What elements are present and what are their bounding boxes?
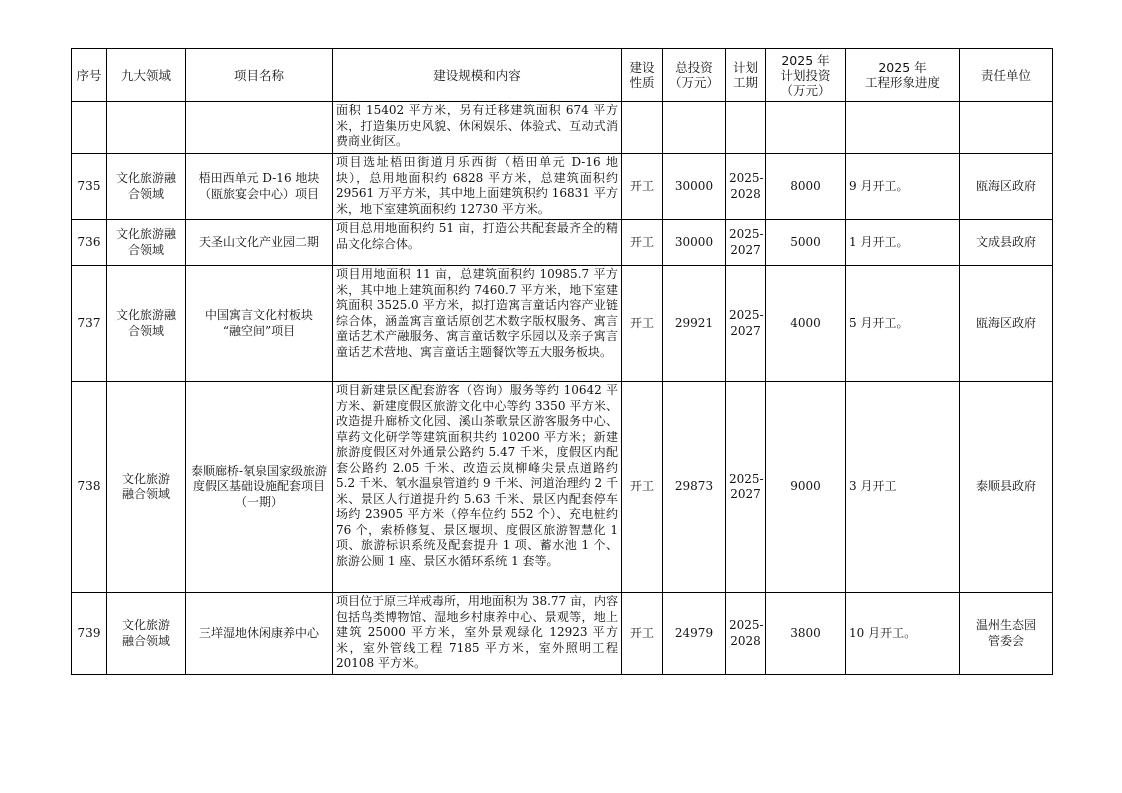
cell-responsible-unit: 文成县政府 bbox=[960, 220, 1053, 266]
header-seq: 序号 bbox=[72, 49, 107, 102]
cell-seq: 738 bbox=[72, 382, 107, 593]
cell-responsible-unit: 泰顺县政府 bbox=[960, 382, 1053, 593]
cell-project-name: 三垟湿地休闲康养中心 bbox=[186, 593, 333, 675]
cell-period bbox=[726, 102, 766, 154]
cell-domain: 文化旅游融 合领域 bbox=[107, 220, 186, 266]
cell-project-name bbox=[186, 102, 333, 154]
cell-responsible-unit: 瓯海区政府 bbox=[960, 266, 1053, 382]
table-row bbox=[72, 593, 1053, 675]
cell-scale-content: 项目位于原三垟戒毒所，用地面积为 38.77 亩，内容包括鸟类博物馆、湿地乡村康养中心、景观等，地上建筑 25000 平方米，室外景观绿化 12923 平方米，室外管线工程 7185 平方米，室外照明工程 20108 平方米。 bbox=[333, 593, 622, 675]
cell-nature: 开工 bbox=[622, 220, 663, 266]
cell-domain: 文化旅游 融合领域 bbox=[107, 593, 186, 675]
cell-2025-progress: 5 月开工。 bbox=[846, 266, 960, 382]
cell-nature: 开工 bbox=[622, 154, 663, 220]
header-total-investment: 总投资 （万元） bbox=[663, 49, 726, 102]
header-responsible-unit: 责任单位 bbox=[960, 49, 1053, 102]
cell-seq bbox=[72, 102, 107, 154]
cell-2025-plan: 9000 bbox=[766, 382, 846, 593]
project-table bbox=[71, 48, 1053, 675]
cell-nature bbox=[622, 102, 663, 154]
table-row bbox=[72, 220, 1053, 266]
cell-seq: 737 bbox=[72, 266, 107, 382]
cell-2025-progress bbox=[846, 102, 960, 154]
table-row bbox=[72, 382, 1053, 593]
cell-2025-progress: 9 月开工。 bbox=[846, 154, 960, 220]
cell-responsible-unit: 温州生态园 管委会 bbox=[960, 593, 1053, 675]
header-nature: 建设 性质 bbox=[622, 49, 663, 102]
cell-2025-plan: 4000 bbox=[766, 266, 846, 382]
cell-period: 2025- 2028 bbox=[726, 154, 766, 220]
cell-total-investment: 29921 bbox=[663, 266, 726, 382]
cell-2025-progress: 10 月开工。 bbox=[846, 593, 960, 675]
table-row bbox=[72, 154, 1053, 220]
table-row bbox=[72, 102, 1053, 154]
cell-domain: 文化旅游融 合领域 bbox=[107, 154, 186, 220]
header-period: 计划 工期 bbox=[726, 49, 766, 102]
cell-2025-progress: 1 月开工。 bbox=[846, 220, 960, 266]
cell-domain bbox=[107, 102, 186, 154]
cell-seq: 735 bbox=[72, 154, 107, 220]
cell-nature: 开工 bbox=[622, 593, 663, 675]
cell-period: 2025- 2028 bbox=[726, 593, 766, 675]
header-2025-progress: 2025 年 工程形象进度 bbox=[846, 49, 960, 102]
cell-project-name: 梧田西单元 D-16 地块（瓯旅宴会中心）项目 bbox=[186, 154, 333, 220]
cell-period: 2025- 2027 bbox=[726, 266, 766, 382]
header-2025-plan: 2025 年 计划投资 （万元） bbox=[766, 49, 846, 102]
cell-scale-content: 项目选址梧田街道月乐西街（梧田单元 D-16 地块），总用地面积约 6828 平方米，总建筑面积约 29561 万平方米，其中地上面建筑积约 16831 平方米，地下室建筑面积约 12730 平方米。 bbox=[333, 154, 622, 220]
cell-nature: 开工 bbox=[622, 382, 663, 593]
cell-domain: 文化旅游融 合领域 bbox=[107, 266, 186, 382]
cell-2025-plan: 3800 bbox=[766, 593, 846, 675]
cell-scale-content: 项目总用地面积约 51 亩，打造公共配套最齐全的精品文化综合体。 bbox=[333, 220, 622, 266]
cell-scale-content: 面积 15402 平方米，另有迁移建筑面积 674 平方米，打造集历史风貌、休闲娱乐、体验式、互动式消费商业街区。 bbox=[333, 102, 622, 154]
cell-total-investment: 30000 bbox=[663, 154, 726, 220]
cell-total-investment: 30000 bbox=[663, 220, 726, 266]
cell-project-name: 泰顺廊桥-氡泉国家级旅游度假区基础设施配套项目（一期） bbox=[186, 382, 333, 593]
project-table-container bbox=[71, 48, 1053, 675]
cell-responsible-unit: 瓯海区政府 bbox=[960, 154, 1053, 220]
cell-scale-content: 项目用地面积 11 亩，总建筑面积约 10985.7 平方米，其中地上建筑面积约 7460.7 平方米，地下室建筑面积 3525.0 平方米，拟打造寓言童话内容产业链综合体，涵盖寓言童话原创艺术数字版权服务、寓言童话艺术产融服务、寓言童话数字乐园以及亲子寓言童话艺术营地、寓言童话主题餐饮等五大服务板块。 bbox=[333, 266, 622, 382]
cell-2025-progress: 3 月开工 bbox=[846, 382, 960, 593]
cell-project-name: 天圣山文化产业园二期 bbox=[186, 220, 333, 266]
cell-2025-plan bbox=[766, 102, 846, 154]
cell-2025-plan: 8000 bbox=[766, 154, 846, 220]
cell-total-investment: 24979 bbox=[663, 593, 726, 675]
cell-domain: 文化旅游 融合领域 bbox=[107, 382, 186, 593]
cell-period: 2025- 2027 bbox=[726, 220, 766, 266]
header-scale-content: 建设规模和内容 bbox=[333, 49, 622, 102]
table-header-row bbox=[72, 49, 1053, 102]
cell-total-investment bbox=[663, 102, 726, 154]
cell-2025-plan: 5000 bbox=[766, 220, 846, 266]
cell-nature: 开工 bbox=[622, 266, 663, 382]
cell-seq: 736 bbox=[72, 220, 107, 266]
cell-seq: 739 bbox=[72, 593, 107, 675]
header-project-name: 项目名称 bbox=[186, 49, 333, 102]
cell-period: 2025- 2027 bbox=[726, 382, 766, 593]
table-row bbox=[72, 266, 1053, 382]
cell-total-investment: 29873 bbox=[663, 382, 726, 593]
cell-project-name: 中国寓言文化村板块 “融空间”项目 bbox=[186, 266, 333, 382]
header-domain: 九大领域 bbox=[107, 49, 186, 102]
cell-responsible-unit bbox=[960, 102, 1053, 154]
cell-scale-content: 项目新建景区配套游客（咨询）服务等约 10642 平方米、新建度假区旅游文化中心等约 3350 平方米、改造提升廊桥文化园、溪山茶歌景区游客服务中心、草药文化研学等建筑面积共约 10200 平方米；新建旅游度假区对外通景公路约 5.47 千米，度假区内配套公路约 2.05 千米、改造云岚柳峰尖景点道路约 5.2 千米、氡水温泉管道约 9 千米、河道治理约 2 千米、景区人行道提升约 5.63 千米、景区内配套停车场约 23905 平方米（停车位约 552 个）、充电桩约 76 个，索桥修复、景区堰坝、度假区旅游智慧化 1 项、旅游标识系统及配套提升 1 项、蓄水池 1 个、旅游公厕 1 座、景区水循环系统 1 套等。 bbox=[333, 382, 622, 593]
